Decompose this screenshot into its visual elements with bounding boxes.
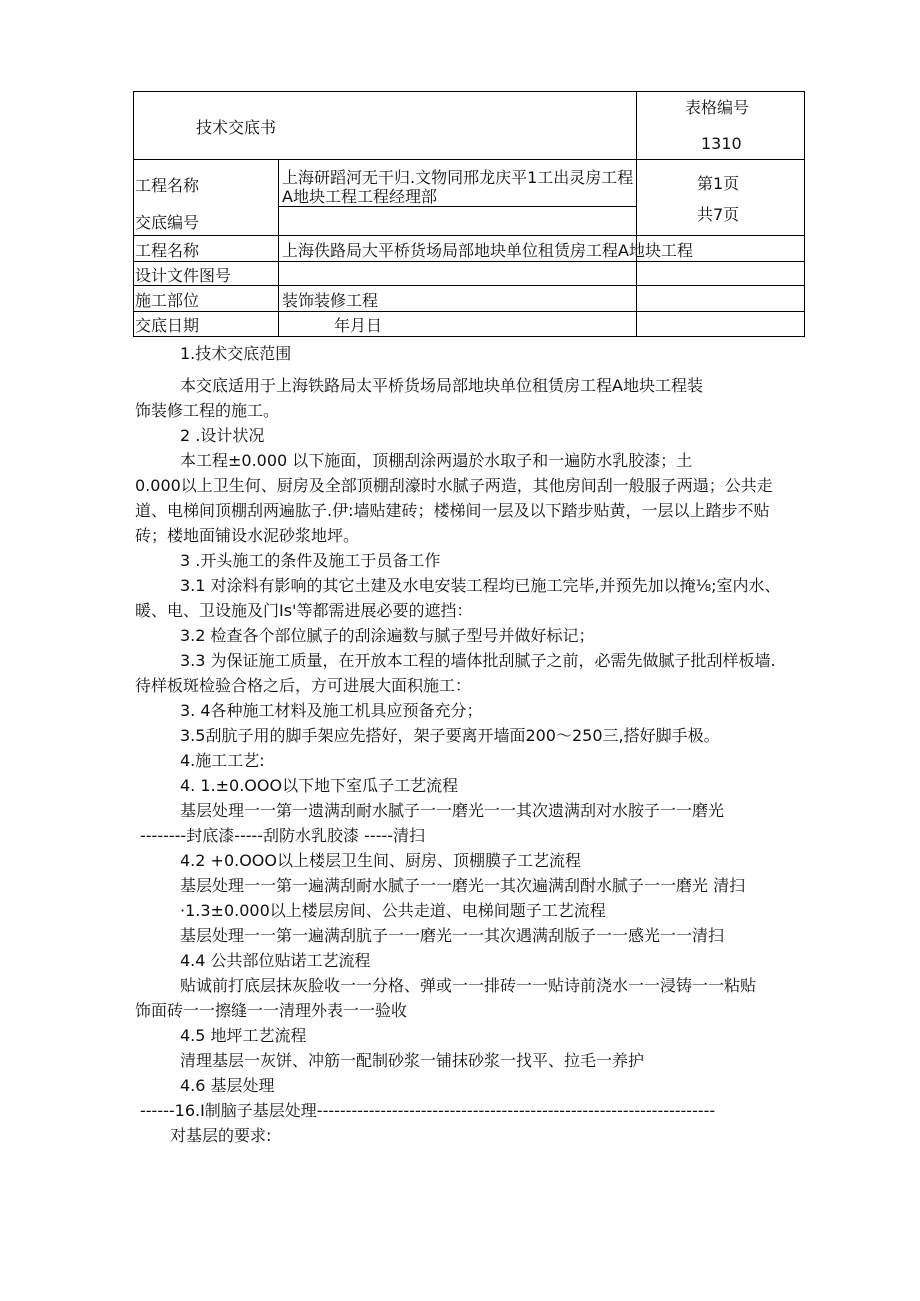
subsection-heading: 4.6 基层处理 — [180, 1076, 275, 1095]
page-current: 第1页 — [697, 174, 740, 193]
subsection-heading: 4.2 +0.OOO以上楼层卫生间、厨房、顶棚膜子工艺流程 — [180, 851, 581, 870]
row-value-disclosure-date: 年月日 — [334, 316, 383, 335]
paragraph-line: 饰装修工程的施工。 — [135, 401, 280, 420]
process-flow-line: 基层处理一一第一遗满刮耐水腻子一一磨光一一其次遗满刮对水胺子一一磨光 — [180, 801, 725, 820]
paragraph-line: 3. 4各种施工材料及施工机具应预备充分； — [180, 701, 483, 720]
process-flow-line: 饰面砖一一擦缝一一清理外表一一验收 — [135, 1001, 408, 1020]
process-flow-line: 基层处理一一第一遍满刮肮子一一磨光一一其次遇满刮版子一一感光一一清扫 — [180, 926, 725, 945]
subsection-heading: 4.5 地坪工艺流程 — [180, 1026, 307, 1045]
section-heading: 4.施工工艺: — [180, 751, 265, 770]
row-label-project-name: 工程名称 — [135, 176, 200, 195]
paragraph-line: 暖、电、卫设施及门Is'等都需进展必要的遮挡： — [135, 601, 473, 620]
paragraph-line: 3.3 为保证施工质量，在开放本工程的墙体批刮腻子之前，必需先做腻子批刮样板墙. — [180, 651, 776, 670]
process-flow-line: 清理基层一灰饼、冲筋一配制砂浆一铺抹砂浆一找平、拉毛一养护 — [180, 1051, 645, 1070]
section-heading: 2 .设计状况 — [180, 426, 265, 445]
paragraph-line: 0.000以上卫生何、厨房及全部顶棚刮濠时水腻子两造，其他房间刮一般服子两遢；公共走 — [135, 476, 773, 495]
process-flow-line: --------封底漆-----刮防水乳胶漆 -----清扫 — [140, 826, 426, 845]
paragraph-line: 道、电梯间顶棚刮两遍肱子.伊:墙贴建砖；楼梯间一层及以下踏步贴黄，一层以上踏步不贴 — [135, 501, 770, 520]
subsection-heading: 4.4 公共部位贴诺工艺流程 — [180, 951, 371, 970]
document-title: 技术交底书 — [196, 118, 277, 137]
row-value-project-name-2: 上海佚路局大平桥货场局部地块单位租赁房工程A地块工程 — [282, 241, 693, 260]
paragraph-line: 砖；楼地面铺设水泥砂浆地坪。 — [135, 526, 360, 545]
row-label-construction-part: 施工部位 — [135, 291, 200, 310]
paragraph-line: 3.2 检查各个部位腻子的刮涂遍数与腻子型号并做好标记； — [180, 626, 595, 645]
paragraph-line: 本交底适用于上海铁路局太平桥货场局部地块单位租赁房工程A地块工程装 — [180, 376, 703, 395]
row-label-project-name-2: 工程名称 — [135, 241, 200, 260]
process-flow-line: 基层处理一一第一遍满刮耐水腻子一一磨光一其次遍满刮酎水腻子一一磨光 清扫 — [180, 876, 746, 895]
section-heading: 1.技术交底范围 — [180, 344, 292, 363]
process-flow-line: 贴诚前打底层抹灰脸收一一分格、弹或一一排砖一一贴诗前浇水一一浸铸一一粘贴 — [180, 976, 757, 995]
subsection-heading: 4. 1.±0.OOO以下地下室瓜子工艺流程 — [180, 776, 459, 795]
paragraph-line: 3.1 对涂料有影响的其它土建及水电安装工程均已施工完毕,并预先加以掩⅛;室内水、 — [180, 576, 781, 595]
row-value-project-name: 上海研蹈河无干归.文物同邢龙庆平1工出灵房工程A地块工程工程经理部 — [282, 168, 634, 206]
paragraph-line: 对基层的要求: — [170, 1126, 272, 1145]
row-label-drawing-no: 设计文件图号 — [135, 266, 232, 285]
row-label-disclosure-no: 交底编号 — [135, 213, 200, 232]
form-number: 1310 — [701, 134, 742, 153]
form-number-label: 表格编号 — [685, 98, 750, 117]
section-heading: 3 .开头施工的条件及施工于员备工作 — [180, 551, 441, 570]
subsection-heading: ·1.3±0.000以上楼层房间、公共走道、电梯间题子工艺流程 — [180, 901, 606, 920]
page-total: 共7页 — [697, 205, 740, 224]
paragraph-line: 3.5刮肮子用的脚手架应先搭好，架子要离开墙面200〜250三,搭好脚手极。 — [180, 726, 720, 745]
paragraph-line: 待样板斑检验合格之后，方可进展大面积施工： — [135, 676, 472, 695]
row-value-construction-part: 装饰装修工程 — [282, 291, 379, 310]
row-label-disclosure-date: 交底日期 — [135, 316, 200, 335]
paragraph-line: 本工程±0.000 以下施面，顶棚刮涂两遢於水取子和一遍防水乳胶漆；土 — [180, 451, 693, 470]
subsection-heading: ------16.I制脑子基层处理--------------------------------------------------------------------- — [140, 1101, 716, 1120]
